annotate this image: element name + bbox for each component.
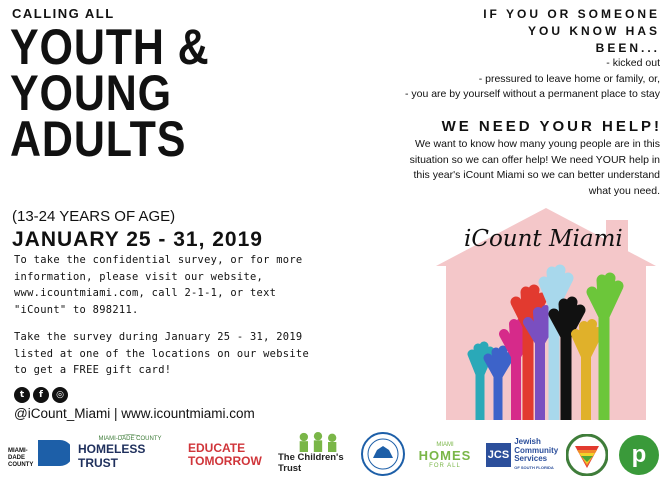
situation-item: - kicked out — [606, 57, 660, 69]
info-paragraph — [14, 252, 302, 318]
help-line: what you need. — [588, 184, 660, 197]
homes-name: HOMES — [418, 447, 472, 463]
social-handle[interactable]: @iCount_Miami | www.icountmiami.com — [14, 406, 255, 421]
icount-graphic-title: iCount Miami — [464, 226, 623, 252]
pride-triangle-logo — [564, 434, 610, 476]
headline — [10, 19, 210, 167]
miami-dade-logo — [8, 438, 70, 468]
help-paragraph — [410, 137, 660, 199]
info-line: www.icountmiami.com, call 2-1-1, or text — [14, 287, 277, 299]
situation-item: - pressured to leave home or family, or, — [478, 72, 660, 85]
publix-mark: p — [631, 441, 647, 468]
miami-dade-label: MIAMI-DADE COUNTY — [8, 448, 34, 468]
homeless-trust-logo — [78, 434, 182, 470]
jcs-line-4: OF SOUTH FLORIDA — [514, 464, 554, 470]
jcs-line-3: Services — [514, 454, 548, 463]
headline-line-1: YOUTH & — [10, 19, 210, 75]
educate-line-2: TOMORROW — [188, 454, 262, 468]
publix-logo — [618, 434, 660, 476]
info-line: To take the confidential survey, or for more — [14, 254, 303, 266]
situation-item: - you are by yourself without a permanent place to stay — [404, 88, 660, 100]
homeless-trust-name: HOMELESS TRUST — [78, 442, 146, 470]
calling-all-label: CALLING ALL — [12, 6, 115, 21]
sponsor-logos — [8, 430, 664, 476]
survey-line: Take the survey during January 25 - 31, 2019 — [14, 331, 303, 343]
headline-line-3: ADULTS — [10, 111, 187, 167]
school-seal-icon — [361, 432, 405, 476]
childrens-trust-logo — [278, 432, 358, 474]
survey-line: listed at one of the locations on our website — [14, 347, 310, 360]
situation-list — [405, 56, 660, 103]
help-line: this year's iCount Miami so we can better understand — [413, 169, 660, 181]
jcs-mark: JCS — [486, 443, 511, 467]
educate-tomorrow-logo — [188, 440, 274, 470]
school-board-seal — [360, 432, 406, 476]
jcs-line-2: Community — [514, 445, 559, 455]
childrens-trust-figures-icon — [291, 432, 345, 452]
jewish-community-services-logo — [482, 438, 562, 472]
social-icons — [14, 387, 68, 403]
homeless-trust-top: MIAMI-DADE COUNTY — [98, 436, 162, 442]
twitter-icon[interactable]: t — [14, 387, 30, 403]
help-line: We want to know how many young people are in this — [415, 138, 660, 150]
publix-circle — [619, 435, 659, 475]
info-line: "iCount" to 898211. — [14, 303, 139, 316]
homes-top: MIAMI — [436, 441, 454, 448]
situation-heading-line: IF YOU OR SOMEONE — [483, 7, 660, 21]
survey-paragraph — [14, 329, 309, 379]
homes-bottom: FOR ALL — [429, 462, 461, 469]
info-line: information, please visit our website, — [14, 270, 264, 283]
help-title: WE NEED YOUR HELP! — [441, 118, 662, 135]
rainbow-triangle-icon — [566, 434, 608, 476]
situation-heading-line: YOU KNOW HAS — [528, 24, 660, 38]
homes-for-all-logo — [412, 438, 478, 472]
situation-heading-line: BEEN... — [595, 41, 660, 55]
age-range: (13-24 YEARS OF AGE) — [12, 208, 176, 225]
jcs-line-1: Jewish — [514, 437, 541, 446]
educate-line-1: EDUCATE — [188, 441, 246, 455]
situation-heading — [483, 6, 660, 57]
headline-line-2: YOUNG — [10, 65, 172, 121]
facebook-icon[interactable]: f — [33, 387, 49, 403]
survey-line: to get a FREE gift card! — [14, 364, 172, 376]
event-dates: JANUARY 25 - 31, 2019 — [12, 228, 263, 251]
childrens-trust-name: The Children's Trust — [278, 452, 344, 474]
help-line: situation so we can offer help! We need YOUR help in — [409, 153, 660, 166]
instagram-icon[interactable]: ◎ — [52, 387, 68, 403]
